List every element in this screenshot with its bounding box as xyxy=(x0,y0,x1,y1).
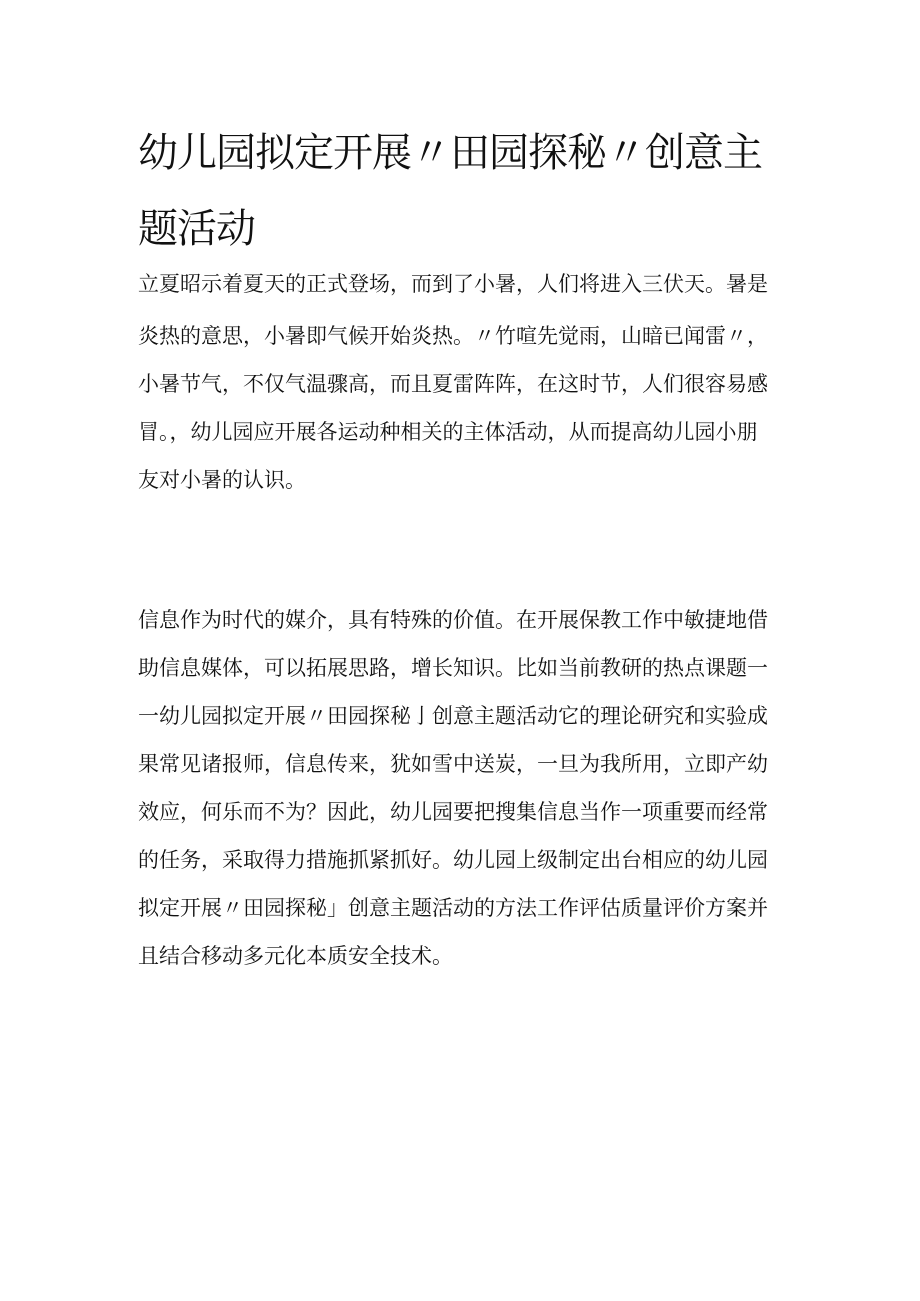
document-title-line-2: 题活动 xyxy=(138,206,255,252)
paragraph-2-line-1: 信息作为时代的媒介，具有特殊的价值。在开展保教工作中敏捷地借 xyxy=(138,608,768,632)
paragraph-2-line-2: 助信息媒体，可以拓展思路，增长知识。比如当前教研的热点课题一 xyxy=(138,656,768,680)
paragraph-2-line-3: 一幼儿园拟定开展〃田园探秘亅创意主题活动它的理论研究和实验成 xyxy=(138,704,768,728)
paragraph-1-line-3: 小暑节气，不仅气温骤高，而且夏雷阵阵，在这时节，人们很容易感 xyxy=(138,372,768,396)
document-title-line-1: 幼儿园拟定开展〃田园探秘〃创意主 xyxy=(138,130,762,176)
paragraph-1-line-5: 友对小暑的认识。 xyxy=(138,468,306,492)
paragraph-2-line-7: 拟定开展〃田园探秘」创意主题活动的方法工作评估质量评价方案并 xyxy=(138,896,768,920)
paragraph-1-line-4: 冒。，幼儿园应开展各运动种相关的主体活动，从而提高幼儿园小朋 xyxy=(138,420,758,444)
paragraph-1-line-2: 炎热的意思，小暑即气候开始炎热。〃竹喧先觉雨，山暗已闻雷〃， xyxy=(138,324,768,348)
paragraph-1-line-1: 立夏昭示着夏天的正式登场，而到了小暑，人们将进入三伏天。暑是 xyxy=(138,272,768,296)
paragraph-2-line-6: 的任务，采取得力措施抓紧抓好。幼儿园上级制定出台相应的幼儿园 xyxy=(138,848,768,872)
paragraph-2-line-8: 且结合移动多元化本质安全技术。 xyxy=(138,944,453,968)
paragraph-2-line-5: 效应，何乐而不为？因此，幼儿园要把搜集信息当作一项重要而经常 xyxy=(138,800,768,824)
paragraph-2-line-4: 果常见诸报师，信息传来，犹如雪中送炭，一旦为我所用，立即产幼 xyxy=(138,752,768,776)
